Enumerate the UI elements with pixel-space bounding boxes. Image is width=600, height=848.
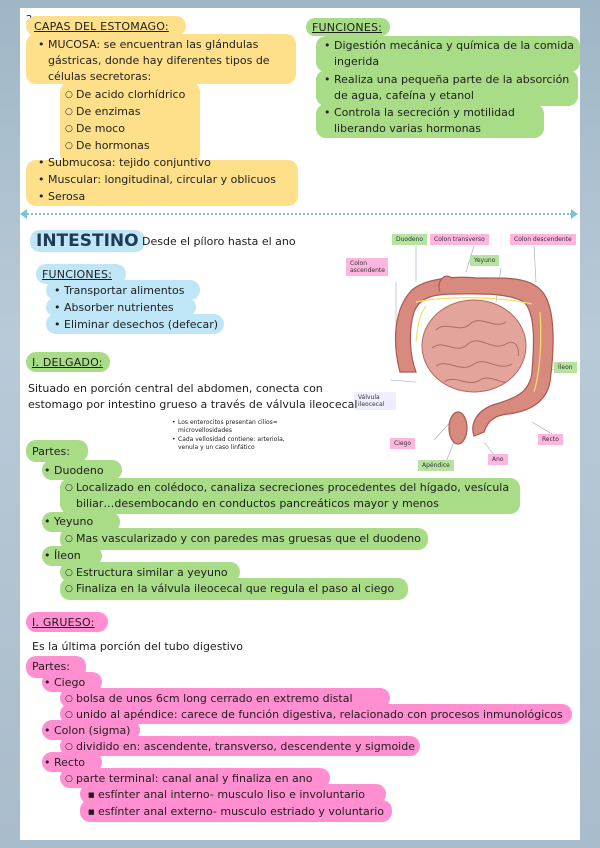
list-item: • Submucosa: tejido conjuntivo <box>48 155 211 171</box>
list-item: • Ciego <box>54 675 85 691</box>
list-item: • Realiza una pequeña parte de la absorción <box>334 72 569 88</box>
delgado-heading: I. DELGADO: <box>32 356 103 369</box>
list-item-continuation: ingerida <box>334 55 380 68</box>
list-subitem: ○ De moco <box>76 121 125 137</box>
label-duodeno: Duodeno <box>392 234 427 245</box>
list-subitem: ○ De hormonas <box>76 138 150 154</box>
list-item: • Colon (sigma) <box>54 723 130 739</box>
list-subsubitem: ■ esfínter anal interno- musculo liso e involuntario <box>98 787 365 803</box>
list-subitem: ○ De acido clorhídrico <box>76 87 185 103</box>
list-subitem: ○ Localizado en colédoco, canaliza secreciones procedentes del hígado, vesícula <box>76 480 509 496</box>
note-continuation: microvellosidades <box>178 427 232 434</box>
label-valvula-ileocecal: Válvula ileocecal <box>354 392 396 410</box>
list-item-continuation: liberando varias hormonas <box>334 122 482 135</box>
label-ileon: Íleon <box>554 362 577 373</box>
list-item: • Yeyuno <box>54 514 93 530</box>
label-apendice: Apéndice <box>418 460 454 471</box>
label-ciego: Ciego <box>390 438 415 449</box>
list-item: • Eliminar desechos (defecar) <box>64 317 218 333</box>
list-item: • Recto <box>54 755 85 771</box>
label-colon-ascendente: Colon ascendente <box>346 258 388 276</box>
list-item: • Serosa <box>48 189 85 205</box>
list-item: • Controla la secreción y motilidad <box>334 105 515 121</box>
list-subitem: ○ De enzimas <box>76 104 141 120</box>
label-ano: Ano <box>488 454 508 465</box>
delgado-description: Situado en porción central del abdomen, conecta con <box>28 382 323 395</box>
list-subitem: ○ Mas vascularizado y con paredes mas gruesas que el duodeno <box>76 531 421 547</box>
list-item-continuation: gástricas, donde hay diferentes tipos de <box>48 54 270 67</box>
list-subitem: ○ Estructura similar a yeyuno <box>76 565 228 581</box>
list-item: • Digestión mecánica y química de la comida <box>334 38 574 54</box>
list-subitem: ○ bolsa de unos 6cm long cerrado en extremo distal <box>76 691 353 707</box>
small-intestine <box>422 300 526 392</box>
intestino-subtitle: Desde el píloro hasta el ano <box>142 235 296 248</box>
note-continuation: venula y un caso linfático <box>178 444 255 451</box>
list-item: • Muscular: longitudinal, circular y oblicuos <box>48 172 276 188</box>
capas-heading: CAPAS DEL ESTOMAGO: <box>34 20 169 33</box>
label-colon-descendente: Colon descendente <box>510 234 576 245</box>
intestine-diagram <box>356 222 580 468</box>
grueso-heading: I. GRUESO: <box>32 616 95 629</box>
list-subitem: ○ parte terminal: canal anal y finaliza en ano <box>76 771 312 787</box>
list-item: • Transportar alimentos <box>64 283 184 299</box>
list-item: • MUCOSA: se encuentran las glándulas <box>48 37 258 53</box>
divider-arrow-right <box>571 209 578 219</box>
list-item: • Absorber nutrientes <box>64 300 174 316</box>
grueso-partes-label: Partes: <box>32 660 70 673</box>
funciones-intestino-heading: FUNCIONES: <box>42 268 113 281</box>
label-yeyuno: Yeyuno <box>470 255 499 266</box>
list-subsubitem: ■ esfínter anal externo- musculo estriado y voluntario <box>98 804 384 820</box>
list-item-continuation: de agua, cafeína y etanol <box>334 89 474 102</box>
funciones-estomago-heading: FUNCIONES: <box>312 21 383 34</box>
section-divider <box>24 213 572 215</box>
note-bullet: • Cada vellosidad contiene: arteriola, <box>172 436 285 443</box>
grueso-description: Es la última porción del tubo digestivo <box>32 640 244 653</box>
document-page <box>20 8 580 840</box>
cecum-appendix-shape <box>449 412 467 444</box>
delgado-partes-label: Partes: <box>32 445 70 458</box>
note-bullet: • Los enterocitos presentan cilios= <box>172 419 278 426</box>
label-colon-transverso: Colon transverso <box>430 234 489 245</box>
list-subitem: ○ Finaliza en la válvula ileocecal que regula el paso al ciego <box>76 581 394 597</box>
list-item-continuation: células secretoras: <box>48 70 152 83</box>
list-subitem: ○ dividido en: ascendente, transverso, descendente y sigmoide <box>76 739 415 755</box>
intestino-title: INTESTINO <box>30 230 145 252</box>
list-subitem: ○ unido al apéndice: carece de función digestiva, relacionado con procesos inmunológicos <box>76 707 563 723</box>
delgado-description: estomago por intestino grueso a través de válvula ileocecal <box>28 398 358 411</box>
list-item: • Íleon <box>54 548 81 564</box>
list-item: • Duodeno <box>54 463 104 479</box>
label-recto: Recto <box>538 434 563 445</box>
list-subitem-continuation: biliar…desembocando en conductos pancreáticos mayor y menos <box>76 497 439 510</box>
